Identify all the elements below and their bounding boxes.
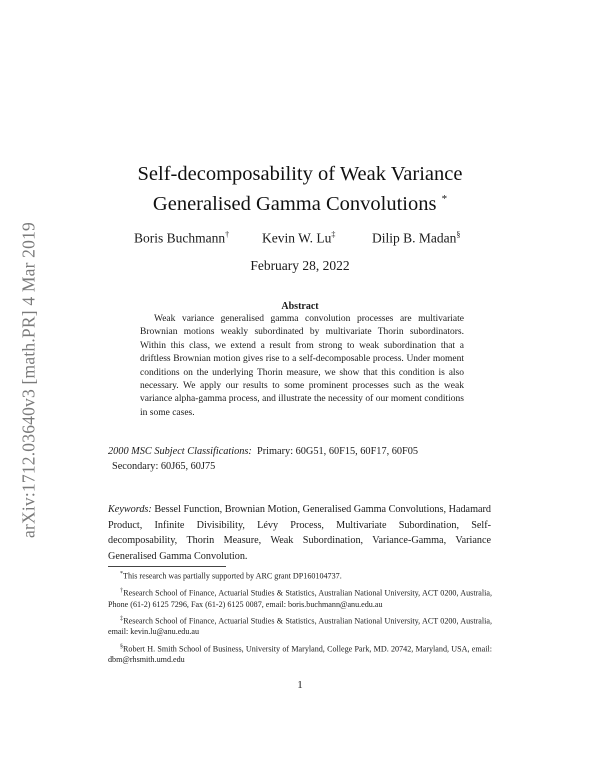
footnote-text: This research was partially supported by ARC grant DP160104737.	[123, 571, 342, 581]
msc-primary: Primary: 60G51, 60F15, 60F17, 60F05	[257, 446, 419, 457]
author-3-mark: §	[456, 230, 461, 239]
msc-label: 2000 MSC Subject Classifications:	[108, 446, 252, 457]
msc-classification	[108, 444, 498, 474]
footnote-item	[108, 642, 492, 666]
footnote-item	[108, 586, 492, 610]
author-2-mark: ‡	[331, 230, 336, 239]
abstract-text: Weak variance generalised gamma convolution processes are multivariate Brownian motions weakly subordinated by multivariate Thorin subordinators. Within this class, we extend a result from strong to weak subordination that a driftless Brownian motion gives rise to a self-decomposable process. Under moment conditions on the underlying Thorin measure, we show that this condition is also necessary. We apply our results to some prominent processes such as the weak variance alpha-gamma process, and illustrate the necessity of our moment conditions in some cases.	[140, 314, 464, 418]
author-1-mark: †	[225, 230, 230, 239]
abstract-heading: Abstract	[281, 301, 319, 312]
footnote-mark: †	[120, 587, 124, 594]
footnote-text: Research School of Finance, Actuarial Studies & Statistics, Australian National University, ACT 0200, Australia, Phone (61-2) 6125 7296, Fax (61-2) 6125 0087, email: boris.buchmann@anu.edu.au	[108, 588, 492, 609]
title-line-2-text: Generalised Gamma Convolutions	[152, 192, 437, 215]
footnote-mark: §	[120, 643, 123, 650]
footnote-text: Robert H. Smith School of Business, University of Maryland, College Park, MD. 20742, Maryland, USA, email: dbm@rhsmith.umd.edu	[108, 644, 492, 665]
arxiv-stamp	[14, 200, 44, 560]
author-3	[372, 230, 460, 247]
author-list	[100, 230, 500, 250]
page-number: 1	[297, 679, 303, 691]
footnote-item	[108, 569, 492, 582]
author-1-name: Boris Buchmann	[134, 230, 226, 246]
footnotes	[108, 569, 492, 665]
keywords	[108, 502, 491, 564]
keywords-text: Bessel Function, Brownian Motion, Generalised Gamma Convolutions, Hadamard Product, Infinite Divisibility, Lévy Process, Multivariate Subordination, Self-decomposability, Thorin Measure, Weak Subordination, Variance-Gamma, Variance Generalised Gamma Convolution.	[108, 504, 492, 562]
author-2-name: Kevin W. Lu	[262, 230, 332, 246]
title-line-2	[100, 187, 500, 217]
keywords-label: Keywords:	[108, 504, 152, 515]
footnote-item	[108, 614, 492, 638]
footnote-text: Research School of Finance, Actuarial Studies & Statistics, Australian National University, ACT 0200, Australia, email: kevin.lu@anu.edu.au	[108, 616, 492, 637]
author-1	[134, 230, 229, 247]
footnote-rule	[108, 566, 226, 567]
msc-secondary: Secondary: 60J65, 60J75	[112, 461, 216, 472]
title-line-1: Self-decomposability of Weak Variance	[137, 163, 463, 185]
arxiv-stamp-text: arXiv:1712.03640v3 [math.PR] 4 Mar 2019	[18, 222, 39, 538]
paper-title	[100, 162, 500, 217]
footnote-mark: *	[120, 571, 123, 577]
title-footnote-mark: *	[441, 193, 448, 205]
author-3-name: Dilip B. Madan	[372, 230, 457, 246]
footnote-mark: ‡	[120, 615, 124, 622]
paper-date: February 28, 2022	[250, 258, 350, 273]
author-2	[262, 230, 335, 247]
